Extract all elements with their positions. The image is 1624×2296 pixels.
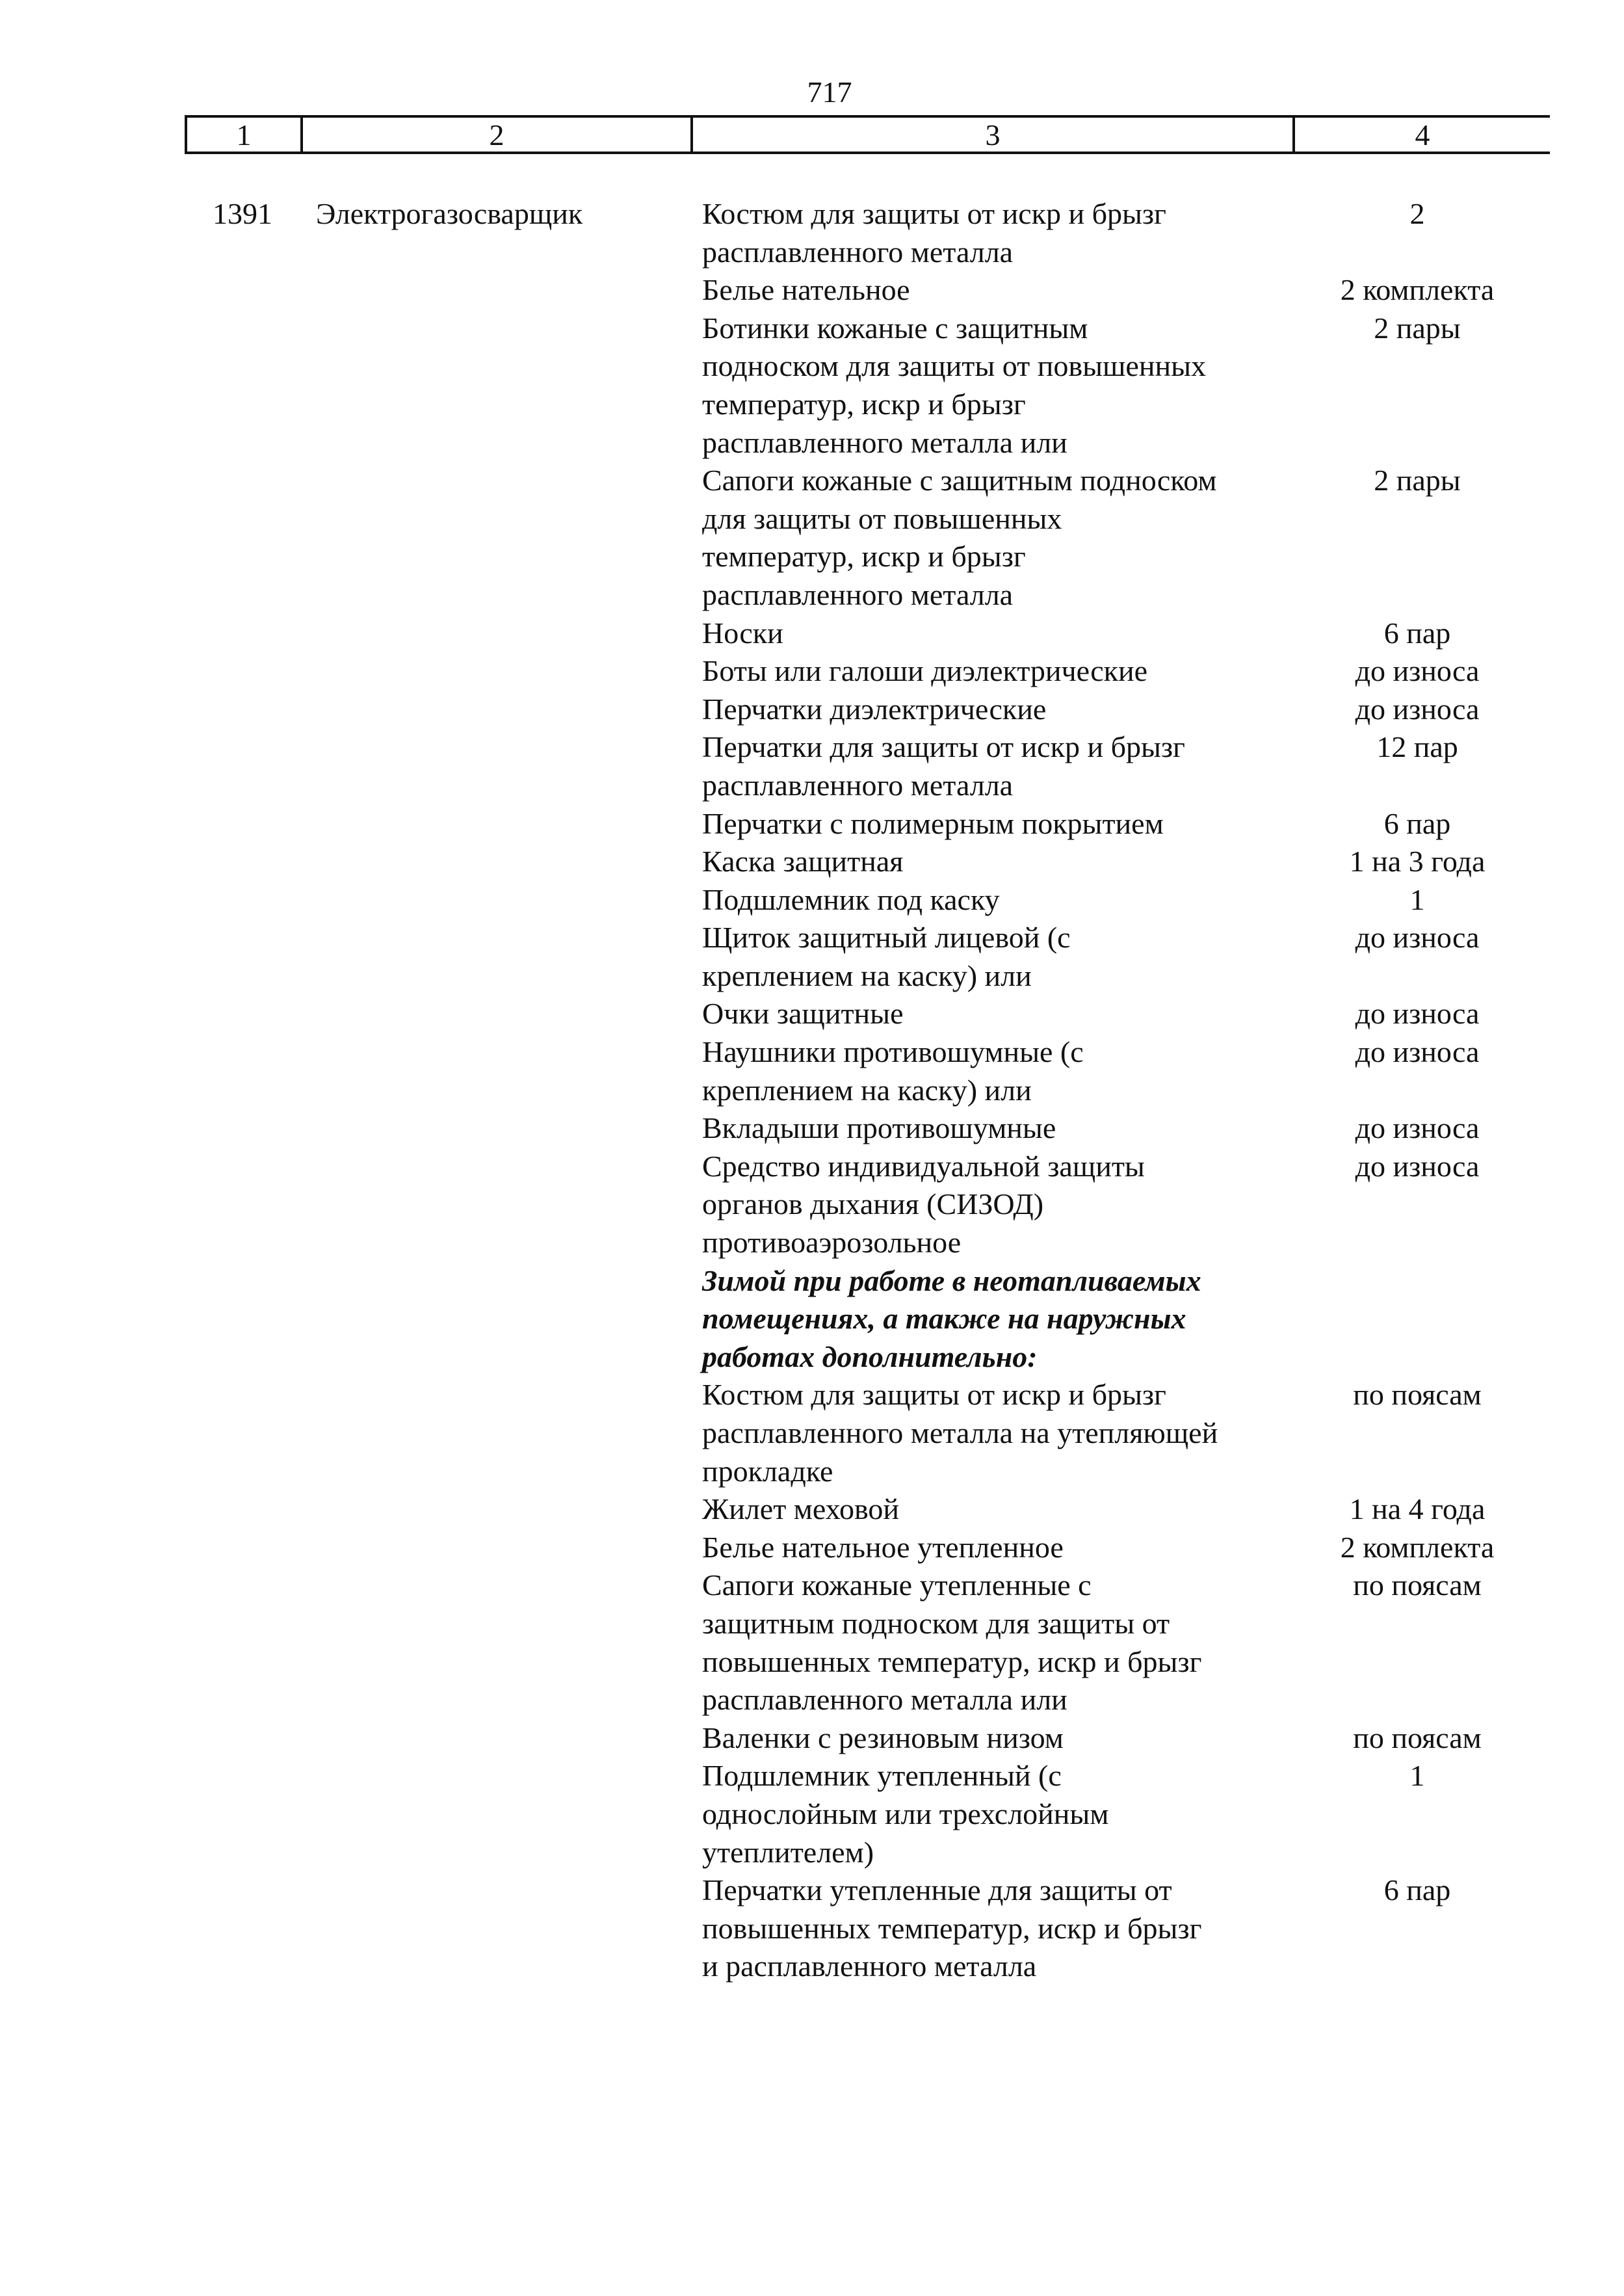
- equipment-name: [702, 919, 1287, 995]
- text-line: креплением на каску) или: [702, 1073, 1032, 1107]
- issue-norm: до износа: [1355, 1035, 1480, 1069]
- equipment-name: [702, 271, 1287, 310]
- text-line: Боты или галоши диэлектрические: [702, 654, 1148, 688]
- note-text: [702, 1262, 1287, 1377]
- text-line: органов дыхания (СИЗОД): [702, 1187, 1044, 1221]
- equipment-name: [702, 195, 1287, 271]
- equipment-row: [702, 1148, 1554, 1262]
- issue-norm: 2 пары: [1374, 464, 1461, 497]
- equipment-row: [702, 1109, 1554, 1148]
- text-line: Каска защитная: [702, 845, 904, 878]
- issue-norm: по поясам: [1353, 1721, 1482, 1754]
- text-line: однослойным или трехслойным: [702, 1797, 1109, 1830]
- equipment-name: [702, 1757, 1287, 1871]
- equipment-row: [702, 652, 1554, 691]
- text-line: Костюм для защиты от искр и брызг: [702, 197, 1166, 230]
- equipment-row: [702, 1871, 1554, 1986]
- text-line: Подшлемник под каску: [702, 882, 1000, 916]
- equipment-name: [702, 1109, 1287, 1148]
- text-line: повышенных температур, искр и брызг: [702, 1911, 1202, 1945]
- equipment-row: [702, 1490, 1554, 1529]
- equipment-row: [702, 919, 1554, 995]
- text-line: Белье нательное утепленное: [702, 1530, 1064, 1564]
- equipment-name: [702, 1033, 1287, 1109]
- equipment-row: [702, 1033, 1554, 1109]
- text-line: Наушники противошумные (с: [702, 1035, 1084, 1069]
- issue-norm: до износа: [1355, 654, 1480, 688]
- issue-norm: 6 пар: [1383, 616, 1451, 650]
- issue-norm: 2: [1409, 197, 1425, 230]
- note-row: [702, 1262, 1554, 1377]
- equipment-name: [702, 728, 1287, 804]
- issue-norm: 1 на 4 года: [1349, 1492, 1486, 1526]
- issue-norm: 6 пар: [1383, 806, 1451, 840]
- issue-norm: до износа: [1355, 1111, 1480, 1145]
- row-number: 1391: [213, 197, 272, 230]
- text-line: Перчатки с полимерным покрытием: [702, 806, 1164, 840]
- equipment-name: [702, 995, 1287, 1033]
- text-line: Ботинки кожаные с защитным: [702, 311, 1088, 345]
- text-line: Перчатки утепленные для защиты от: [702, 1873, 1172, 1907]
- equipment-row: [702, 881, 1554, 919]
- issue-norm: 12 пар: [1376, 730, 1458, 764]
- equipment-row: [702, 310, 1554, 462]
- equipment-row: [702, 728, 1554, 804]
- equipment-name: [702, 881, 1287, 919]
- equipment-row: [702, 1529, 1554, 1567]
- equipment-name: [702, 805, 1287, 843]
- text-line: Белье нательное: [702, 273, 910, 307]
- text-line: утеплителем): [702, 1835, 874, 1869]
- text-line: расплавленного металла или: [702, 1683, 1067, 1717]
- text-line: прокладке: [702, 1454, 833, 1488]
- equipment-row: [702, 1376, 1554, 1490]
- issue-norm: до износа: [1355, 692, 1480, 726]
- issue-norm: по поясам: [1353, 1378, 1482, 1412]
- equipment-name: [702, 462, 1287, 614]
- text-line: Сапоги кожаные утепленные с: [702, 1568, 1092, 1602]
- equipment-row: [702, 271, 1554, 310]
- equipment-name: [702, 614, 1287, 653]
- equipment-row: [702, 1566, 1554, 1719]
- equipment-name: [702, 1871, 1287, 1986]
- text-line: Перчатки диэлектрические: [702, 692, 1047, 726]
- issue-norm: 2 пары: [1374, 311, 1461, 345]
- text-line: температур, искр и брызг: [702, 540, 1026, 574]
- equipment-row: [702, 1719, 1554, 1758]
- equipment-name: [702, 1529, 1287, 1567]
- equipment-row: [702, 195, 1554, 271]
- equipment-row: [702, 691, 1554, 729]
- text-line: расплавленного металла на утепляющей: [702, 1416, 1218, 1449]
- column-header-2: 2: [303, 118, 693, 152]
- text-line: Перчатки для защиты от искр и брызг: [702, 730, 1185, 764]
- text-line: Носки: [702, 616, 783, 650]
- issue-norm: до износа: [1355, 997, 1480, 1031]
- text-line: Вкладыши противошумные: [702, 1111, 1056, 1145]
- issue-norm: [1287, 1262, 1547, 1377]
- text-line: расплавленного металла или: [702, 425, 1067, 459]
- text-line: и расплавленного металла: [702, 1949, 1037, 1983]
- text-line: повышенных температур, искр и брызг: [702, 1644, 1202, 1678]
- equipment-name: [702, 1490, 1287, 1529]
- profession-name: Электрогазосварщик: [316, 197, 583, 230]
- column-header-1: 1: [187, 118, 303, 152]
- text-line: помещениях, а также на наружных: [702, 1302, 1186, 1336]
- issue-norm: 1: [1409, 882, 1425, 916]
- equipment-row: [702, 1757, 1554, 1871]
- equipment-name: [702, 1719, 1287, 1758]
- page-number: 717: [807, 75, 852, 109]
- text-line: защитным подноском для защиты от: [702, 1606, 1170, 1640]
- equipment-row: [702, 843, 1554, 881]
- column-header-4: 4: [1415, 118, 1430, 152]
- issue-norm: по поясам: [1353, 1568, 1482, 1602]
- equipment-row: [702, 995, 1554, 1033]
- text-line: для защиты от повышенных: [702, 501, 1062, 535]
- issue-norm: до износа: [1355, 1149, 1480, 1183]
- text-line: подноском для защиты от повышенных: [702, 349, 1206, 383]
- equipment-name: [702, 1148, 1287, 1262]
- text-line: Очки защитные: [702, 997, 904, 1031]
- equipment-name: [702, 310, 1287, 462]
- issue-norm: 6 пар: [1383, 1873, 1451, 1907]
- issue-norm: 1 на 3 года: [1349, 845, 1486, 878]
- text-line: расплавленного металла: [702, 235, 1014, 269]
- equipment-row: [702, 614, 1554, 653]
- text-line: работах дополнительно:: [702, 1339, 1038, 1373]
- equipment-name: [702, 1566, 1287, 1719]
- text-line: расплавленного металла: [702, 768, 1014, 802]
- column-header-3: 3: [693, 118, 1295, 152]
- equipment-name: [702, 1376, 1287, 1490]
- issue-norm: 2 комплекта: [1340, 273, 1495, 307]
- issue-norm: до износа: [1355, 921, 1480, 955]
- text-line: Сапоги кожаные с защитным подноском: [702, 464, 1217, 497]
- column-header-row: [185, 115, 1550, 154]
- issue-norm: 1: [1409, 1759, 1425, 1793]
- equipment-name: [702, 691, 1287, 729]
- text-line: Щиток защитный лицевой (с: [702, 921, 1071, 955]
- equipment-row: [702, 462, 1554, 614]
- protective-equipment-list: [702, 195, 1554, 1986]
- text-line: Средство индивидуальной защиты: [702, 1149, 1145, 1183]
- equipment-name: [702, 652, 1287, 691]
- text-line: креплением на каску) или: [702, 958, 1032, 992]
- text-line: Жилет меховой: [702, 1492, 899, 1526]
- text-line: Зимой при работе в неотапливаемых: [702, 1263, 1201, 1297]
- issue-norm: 2 комплекта: [1340, 1530, 1495, 1564]
- text-line: Валенки с резиновым низом: [702, 1721, 1064, 1754]
- text-line: расплавленного металла: [702, 577, 1014, 611]
- text-line: Костюм для защиты от искр и брызг: [702, 1378, 1166, 1412]
- equipment-row: [702, 805, 1554, 843]
- text-line: температур, искр и брызг: [702, 387, 1026, 421]
- text-line: Подшлемник утепленный (с: [702, 1759, 1062, 1793]
- text-line: противоаэрозольное: [702, 1226, 962, 1260]
- equipment-name: [702, 843, 1287, 881]
